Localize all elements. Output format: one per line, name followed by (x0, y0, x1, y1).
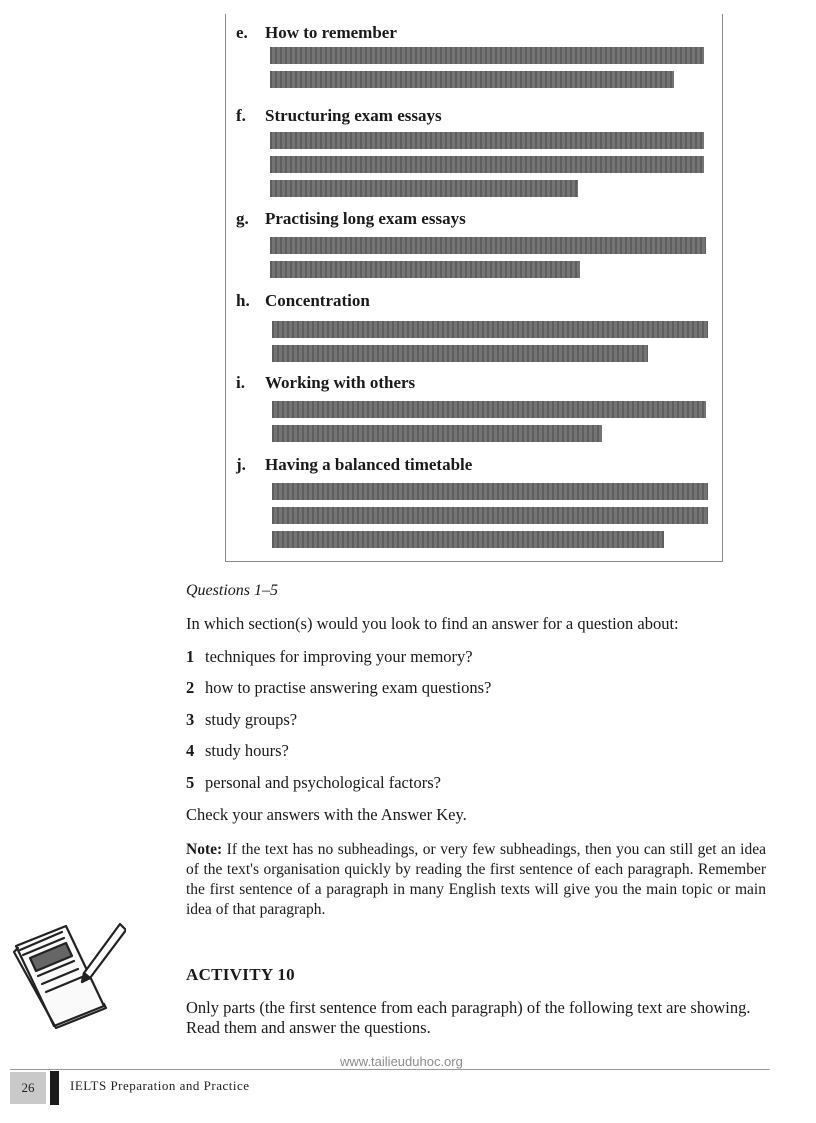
question-text: how to practise answering exam questions? (205, 678, 492, 697)
page-number: 26 (10, 1072, 46, 1104)
question-item (186, 773, 441, 793)
question-number: 2 (186, 678, 195, 697)
redacted-line (270, 261, 580, 278)
redacted-line (272, 483, 708, 500)
redacted-line (272, 345, 648, 362)
section-title: Working with others (265, 373, 416, 392)
section-heading-e (236, 23, 397, 43)
section-letter: e. (236, 23, 248, 42)
redacted-line (270, 71, 674, 88)
section-title: Having a balanced timetable (265, 455, 473, 474)
note-paragraph (186, 840, 766, 920)
section-letter: f. (236, 106, 246, 125)
questions-title: Questions 1–5 (186, 582, 278, 599)
question-text: study groups? (205, 710, 298, 729)
redacted-line (272, 321, 708, 338)
section-letter: i. (236, 373, 245, 392)
check-answers: Check your answers with the Answer Key. (186, 805, 467, 824)
question-item (186, 710, 297, 730)
question-item (186, 647, 473, 667)
question-text: personal and psychological factors? (205, 773, 441, 792)
section-heading-j (236, 455, 472, 475)
section-heading-g (236, 209, 466, 229)
section-heading-i (236, 373, 415, 393)
question-text: techniques for improving your memory? (205, 647, 473, 666)
question-item (186, 678, 491, 698)
questions-intro: In which section(s) would you look to find an answer for a question about: (186, 614, 679, 633)
redacted-line (270, 156, 704, 173)
footer-rule (10, 1069, 770, 1070)
question-number: 5 (186, 773, 195, 792)
question-number: 4 (186, 741, 195, 760)
redacted-line (272, 401, 706, 418)
redacted-line (270, 132, 704, 149)
section-title: How to remember (265, 23, 397, 42)
notepad-pencil-icon (8, 918, 126, 1030)
redacted-line (272, 531, 664, 548)
note-text: If the text has no subheadings, or very few subheadings, then you can still get an idea of the text's organisation quickly by reading the first sentence of each paragraph. Remember the first sentence of a paragraph in many English texts will give you the main topic or main idea of that paragraph. (186, 841, 766, 918)
question-item (186, 741, 289, 761)
section-letter: g. (236, 209, 249, 228)
redacted-line (270, 180, 578, 197)
activity-text: Only parts (the first sentence from each paragraph) of the following text are showing. Read them and answer the questions. (186, 998, 751, 1037)
section-title: Concentration (265, 291, 370, 310)
book-title: IELTS Preparation and Practice (70, 1078, 250, 1093)
redacted-line (272, 425, 602, 442)
section-letter: h. (236, 291, 250, 310)
section-title: Practising long exam essays (265, 209, 466, 228)
question-number: 1 (186, 647, 195, 666)
question-number: 3 (186, 710, 195, 729)
redacted-line (272, 507, 708, 524)
section-heading-h (236, 291, 370, 311)
redacted-line (270, 47, 704, 64)
question-text: study hours? (205, 741, 289, 760)
note-label: Note: (186, 841, 223, 858)
redacted-line (270, 237, 706, 254)
section-title: Structuring exam essays (265, 106, 442, 125)
watermark: www.tailieuduhoc.org (340, 1054, 463, 1069)
section-heading-f (236, 106, 442, 126)
section-letter: j. (236, 455, 246, 474)
section-box (225, 14, 723, 562)
activity-title: ACTIVITY 10 (186, 965, 295, 984)
footer-divider (50, 1071, 59, 1105)
